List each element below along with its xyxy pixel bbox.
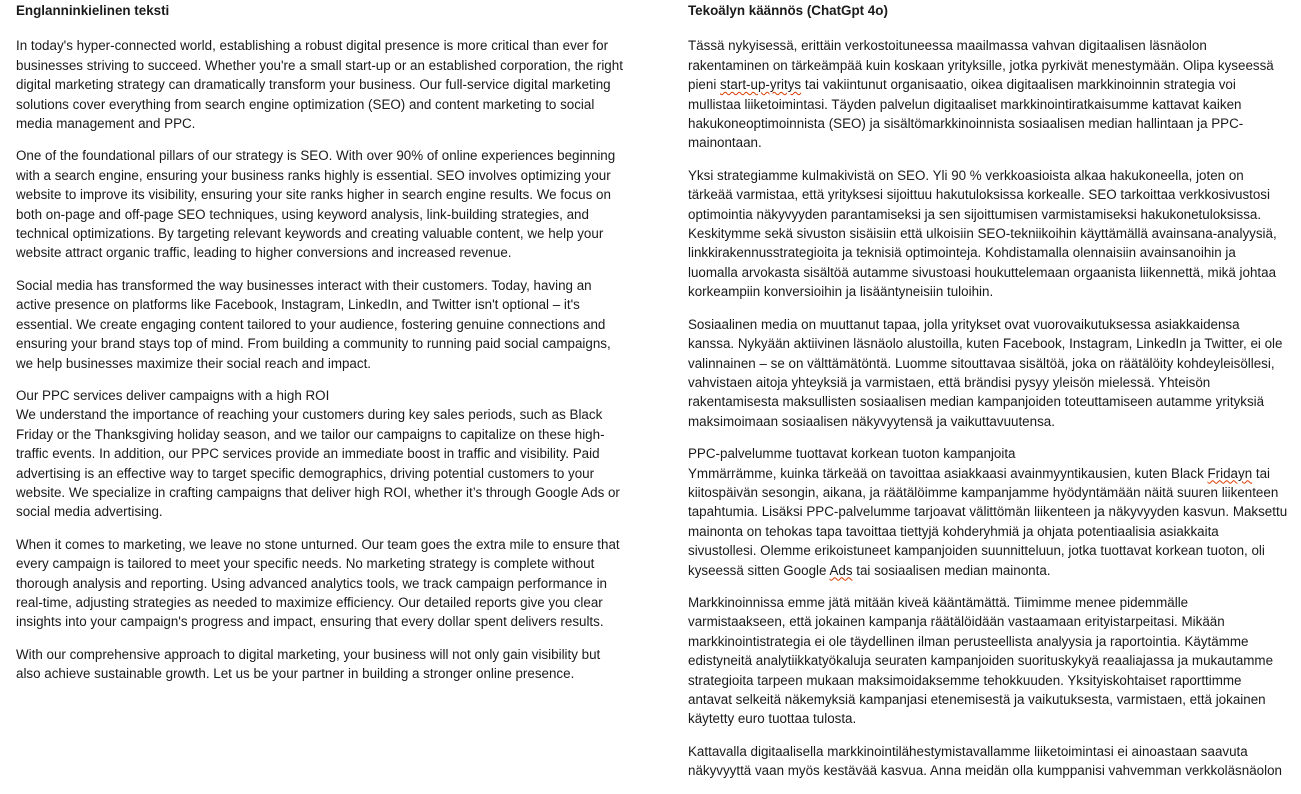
translation-paragraph-seo: Yksi strategiamme kulmakivistä on SEO. Yli 90 % verkkoasioista alkaa hakukoneella, joten on tärkeää varmistaa, että yrityksesi sijoittuu hakutuloksissa korkealle. SEO tarkoittaa verkkosivustosi optimointia näkyvyyden parantamiseksi ja sen sijoittumisen varmistamiseksi hakukonetuloksissa. Keskitymme sekä sivuston sisäisiin että ulkoisiin SEO-tekniikoihin käyttämällä avainsana-analyysiä, linkkirakennusstrategioita ja teknisiä optimointeja. Kohdistamalla olennaisiin avainsanoihin ja luomalla arvokasta sisältöä autamme sivustoasi houkuttelemaan orgaanista liikennettä, mikä johtaa korkeampiin konversioihin ja lisääntyneisiin tuloihin. <box>688 167 1277 300</box>
english-paragraph-intro: In today's hyper-connected world, establishing a robust digital presence is more critical than ever for businesses striving to succeed. Whether you're a small start-up or an established corporation, the right digital marketing strategy can dramatically transform your business. Our full-service digital marketing solutions cover everything from search engine optimization (SEO) and content marketing to social media management and PPC. <box>16 38 623 132</box>
translation-paragraph-ppc <box>688 444 1288 580</box>
english-paragraph-ppc <box>16 386 628 522</box>
translation-paragraph-analytics: Markkinoinnissa emme jätä mitään kiveä kääntämättä. Tiimimme menee pidemmälle varmistaakseen, että jokainen kampanja räätälöidään vastaamaan erityistarpeitasi. Mikään markkinointistrategia ei ole täydellinen ilman perusteellista analyysia ja raportointia. Käytämme edistyneitä analytiikkatyökaluja seuraten kampanjoiden suorituskykyä reaaliajassa ja mukautamme strategioita tarpeen mukaan maksimoidaksemme tehokkuuden. Yksityiskohtaiset raporttimme antavat selkeitä näkemyksiä kampanjasi etenemisestä ja vaikutuksesta, varmistaen, että jokainen käytetty euro tuottaa tulosta. <box>688 594 1274 727</box>
translation-paragraph-social: Sosiaalinen media on muuttanut tapaa, jolla yritykset ovat vuorovaikutuksessa asiakkaidensa kanssa. Nykyään aktiivinen läsnäolo alustoilla, kuten Facebook, Instagram, LinkedIn ja Twitter, ei ole valinnainen – se on välttämätöntä. Luomme sitouttavaa sisältöä, joka on räätälöity kohdeyleisöllesi, vahvistaen aitoja yhteyksiä ja varmistaen, että brändisi pysyy yleisön mielessä. Yhteisön rakentamisesta maksullisten sosiaalisen median kampanjoiden toteuttamiseen autamme yrityksiä maksimoimaan sosiaalisen näkyvyytensä ja vaikuttavuutensa. <box>688 316 1283 429</box>
translation-column-heading: Tekoälyn käännös (ChatGpt 4o) <box>688 3 888 18</box>
translation-ppc-title: PPC-palvelumme tuottavat korkean tuoton kampanjoita <box>688 446 1016 462</box>
translation-paragraph-conclusion: Kattavalla digitaalisella markkinointilähestymistavallamme liiketoimintasi ei ainoastaan saavuta näkyvyyttä vaan myös kestävää kasvua. Anna meidän olla kumppanisi vahvemman verkkoläsnäolon <box>688 743 1282 779</box>
spelling-flag-startup: start-up-yritys <box>720 77 802 93</box>
translation-paragraph-intro <box>688 36 1288 152</box>
english-paragraph-analytics: When it comes to marketing, we leave no stone unturned. Our team goes the extra mile to ensure that every campaign is tailored to meet your specific needs. No marketing strategy is complete without thorough analysis and reporting. Using advanced analytics tools, we track campaign performance in real-time, adjusting strategies as needed to maximize efficiency. Our detailed reports give you clear insights into your campaign's progress and impact, ensuring that every dollar spent delivers results. <box>16 536 620 630</box>
translation-ppc-text-c: tai kiitospäivän sesongin, aikana, ja räätälöimme kampanjamme hyödyntämään näitä suuren liikenteen tapahtumia. Lisäksi PPC-palvelumme tarjoavat välittömän liikenteen ja näkyvyyden kasvun. Maksettu mainonta on tehokas tapa tavoittaa tiettyjä kohderyhmiä ja ohjata potentiaalisia asiakkaita sivustollesi. Olemme erikoistuneet kampanjoiden suunnitteluun, jotka tuottavat korkean tuoton, oli kyseessä sitten Google <box>688 465 1288 578</box>
spelling-flag-fridayn: Fridayn <box>1207 465 1253 481</box>
english-paragraph-social: Social media has transformed the way businesses interact with their customers. Today, having an active presence on platforms like Facebook, Instagram, LinkedIn, and Twitter isn't optional – it's essential. We create engaging content tailored to your audience, fostering genuine connections and ensuring your brand stays top of mind. From building a community to running paid social campaigns, we help businesses maximize their social reach and impact. <box>16 277 611 371</box>
translation-intro-text-c: tai vakiintunut organisaatio, oikea digitaalisen markkinoinnin strategia voi mullistaa liiketoimintasi. Täyden palvelun digitaaliset markkinointiratkaisumme kattavat kaiken hakukoneoptimoinnista (SEO) ja sisältömarkkinoinnista sosiaalisen median hallintaan ja PPC-mainontaan. <box>688 77 1244 151</box>
english-ppc-title: Our PPC services deliver campaigns with a high ROI <box>16 387 330 403</box>
ai-translation-column <box>688 0 1288 794</box>
english-ppc-body: We understand the importance of reaching your customers during key sales periods, such as Black Friday or the Thanksgiving holiday season, and we tailor our campaigns to capitalize on these high-traffic events. In addition, our PPC services provide an immediate boost in traffic and visibility. Paid advertising is an effective way to target specific demographics, driving potential customers to your website. We specialize in crafting campaigns that deliver high ROI, whether it’s through Google Ads or social media advertising. <box>16 407 620 520</box>
english-paragraph-seo: One of the foundational pillars of our strategy is SEO. With over 90% of online experiences beginning with a search engine, ensuring your business ranks highly is essential. SEO involves optimizing your website to improve its visibility, ensuring your site ranks higher in search engine results. We focus on both on-page and off-page SEO techniques, using keyword analysis, link-building strategies, and technical optimizations. By targeting relevant keywords and creating valuable content, we help your website attract organic traffic, leading to higher conversions and increased revenue. <box>16 148 616 261</box>
english-text-column <box>16 0 628 697</box>
translation-ppc-text-a: Ymmärrämme, kuinka tärkeää on tavoittaa asiakkaasi avainmyyntikausien, kuten Black <box>688 465 1208 481</box>
english-column-heading: Englanninkielinen teksti <box>16 3 170 18</box>
english-paragraph-conclusion: With our comprehensive approach to digital marketing, your business will not only gain visibility but also achieve sustainable growth. Let us be your partner in building a stronger online presence. <box>16 646 601 682</box>
translation-ppc-body <box>688 464 1288 580</box>
translation-ppc-text-e: tai sosiaalisen median mainonta. <box>852 562 1051 578</box>
spelling-flag-ads: Ads <box>829 562 853 578</box>
translation-intro-text-a: Tässä nykyisessä, erittäin verkostoituneessa maailmassa vahvan digitaalisen läsnäolon rakentaminen on tärkeämpää kuin koskaan yrityksille, jotka pyrkivät menestymään. Olipa kyseessä pieni <box>688 38 1274 93</box>
